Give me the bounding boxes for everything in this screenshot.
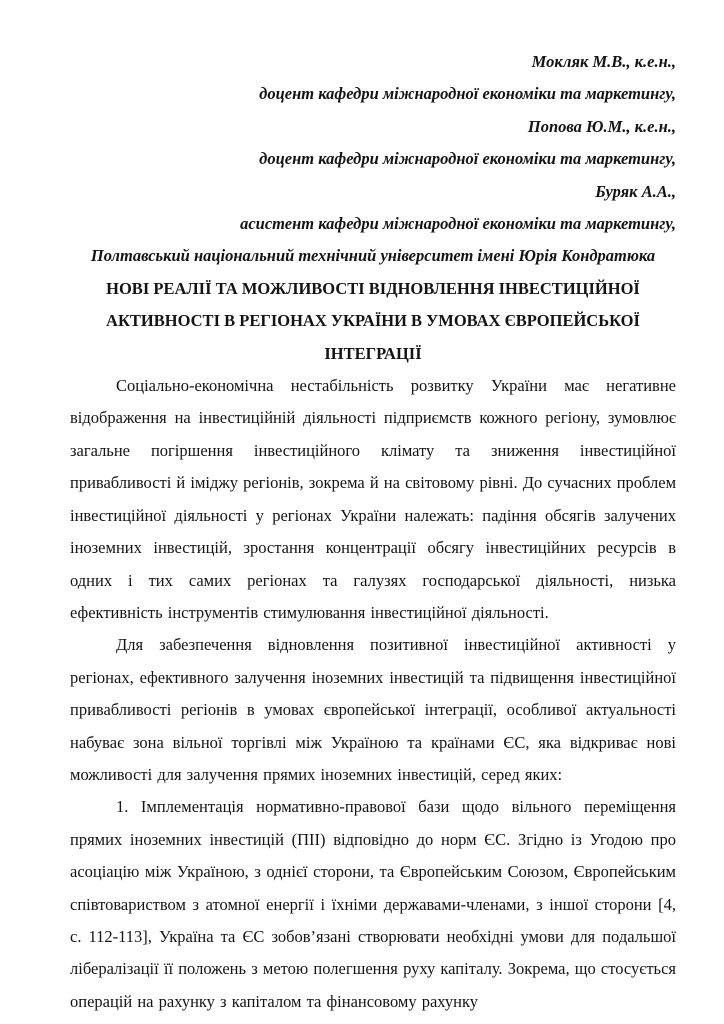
author-position: доцент кафедри міжнародної економіки та маркетингу, [259, 149, 676, 169]
authors-block [70, 46, 676, 273]
author-position: доцент кафедри міжнародної економіки та маркетингу, [259, 84, 676, 104]
author-name: Буряк А.А., [595, 181, 676, 201]
paragraph: Для забезпечення відновлення позитивної інвестиційної активності у регіонах, ефективного залучення іноземних інвестицій та підвищення інвестиційної привабливості регіонів в умовах європейської інтеграції, особливої актуальності набуває зона вільної торгівлі між Україною та країнами ЄС, яка відкриває нові можливості для залучення прямих іноземних інвестицій, серед яких: [70, 635, 676, 784]
author-name: Мокляк М.В., к.е.н., [531, 52, 676, 71]
author-position: асистент кафедри міжнародної економіки та маркетингу, [240, 214, 676, 234]
body-text [70, 370, 676, 1018]
paragraph: Соціально-економічна нестабільність розвитку України має негативне відображення на інвестиційній діяльності підприємств кожного регіону, зумовлює загальне погіршення інвестиційного клімату та зниження інвестиційної привабливості й іміджу регіонів, зокрема й на світовому рівні. До сучасних проблем інвестиційної діяльності у регіонах України належать: падіння обсягів залучених іноземних інвестицій, зростання концентрації обсягу інвестиційних ресурсів в одних і тих самих регіонах та галузях господарської діяльності, низька ефективність інструментів стимулювання інвестиційної діяльності. [70, 376, 677, 622]
paper-title: НОВІ РЕАЛІЇ ТА МОЖЛИВОСТІ ВІДНОВЛЕННЯ ІНВЕСТИЦІЙНОЇ АКТИВНОСТІ В РЕГІОНАХ УКРАЇНИ В УМОВАХ ЄВРОПЕЙСЬКОЇ ІНТЕГРАЦІЇ [106, 278, 640, 363]
affiliation-line: Полтавський національний технічний університет імені Юрія Кондратюка [90, 246, 656, 266]
author-name: Попова Ю.М., к.е.н., [527, 116, 676, 136]
paragraph-numbered-item: 1. Імплементація нормативно-правової бази щодо вільного переміщення прямих іноземних інвестицій (ПІІ) відповідно до норм ЄС. Згідно із Угодою про асоціацію між Україною, з однієї сторони, та Європейським Союзом, Європейським співтовариством з атомної енергії і їхніми державами-членами, з іншої сторони [4, с. 112-113], Україна та ЄС зобов’язані створювати необхідні умови для подальшої лібералізації її положень з метою полегшення руху капіталу. Зокрема, що стосується операцій на рахунку з капіталом та фінансовому рахунку [70, 797, 676, 1011]
